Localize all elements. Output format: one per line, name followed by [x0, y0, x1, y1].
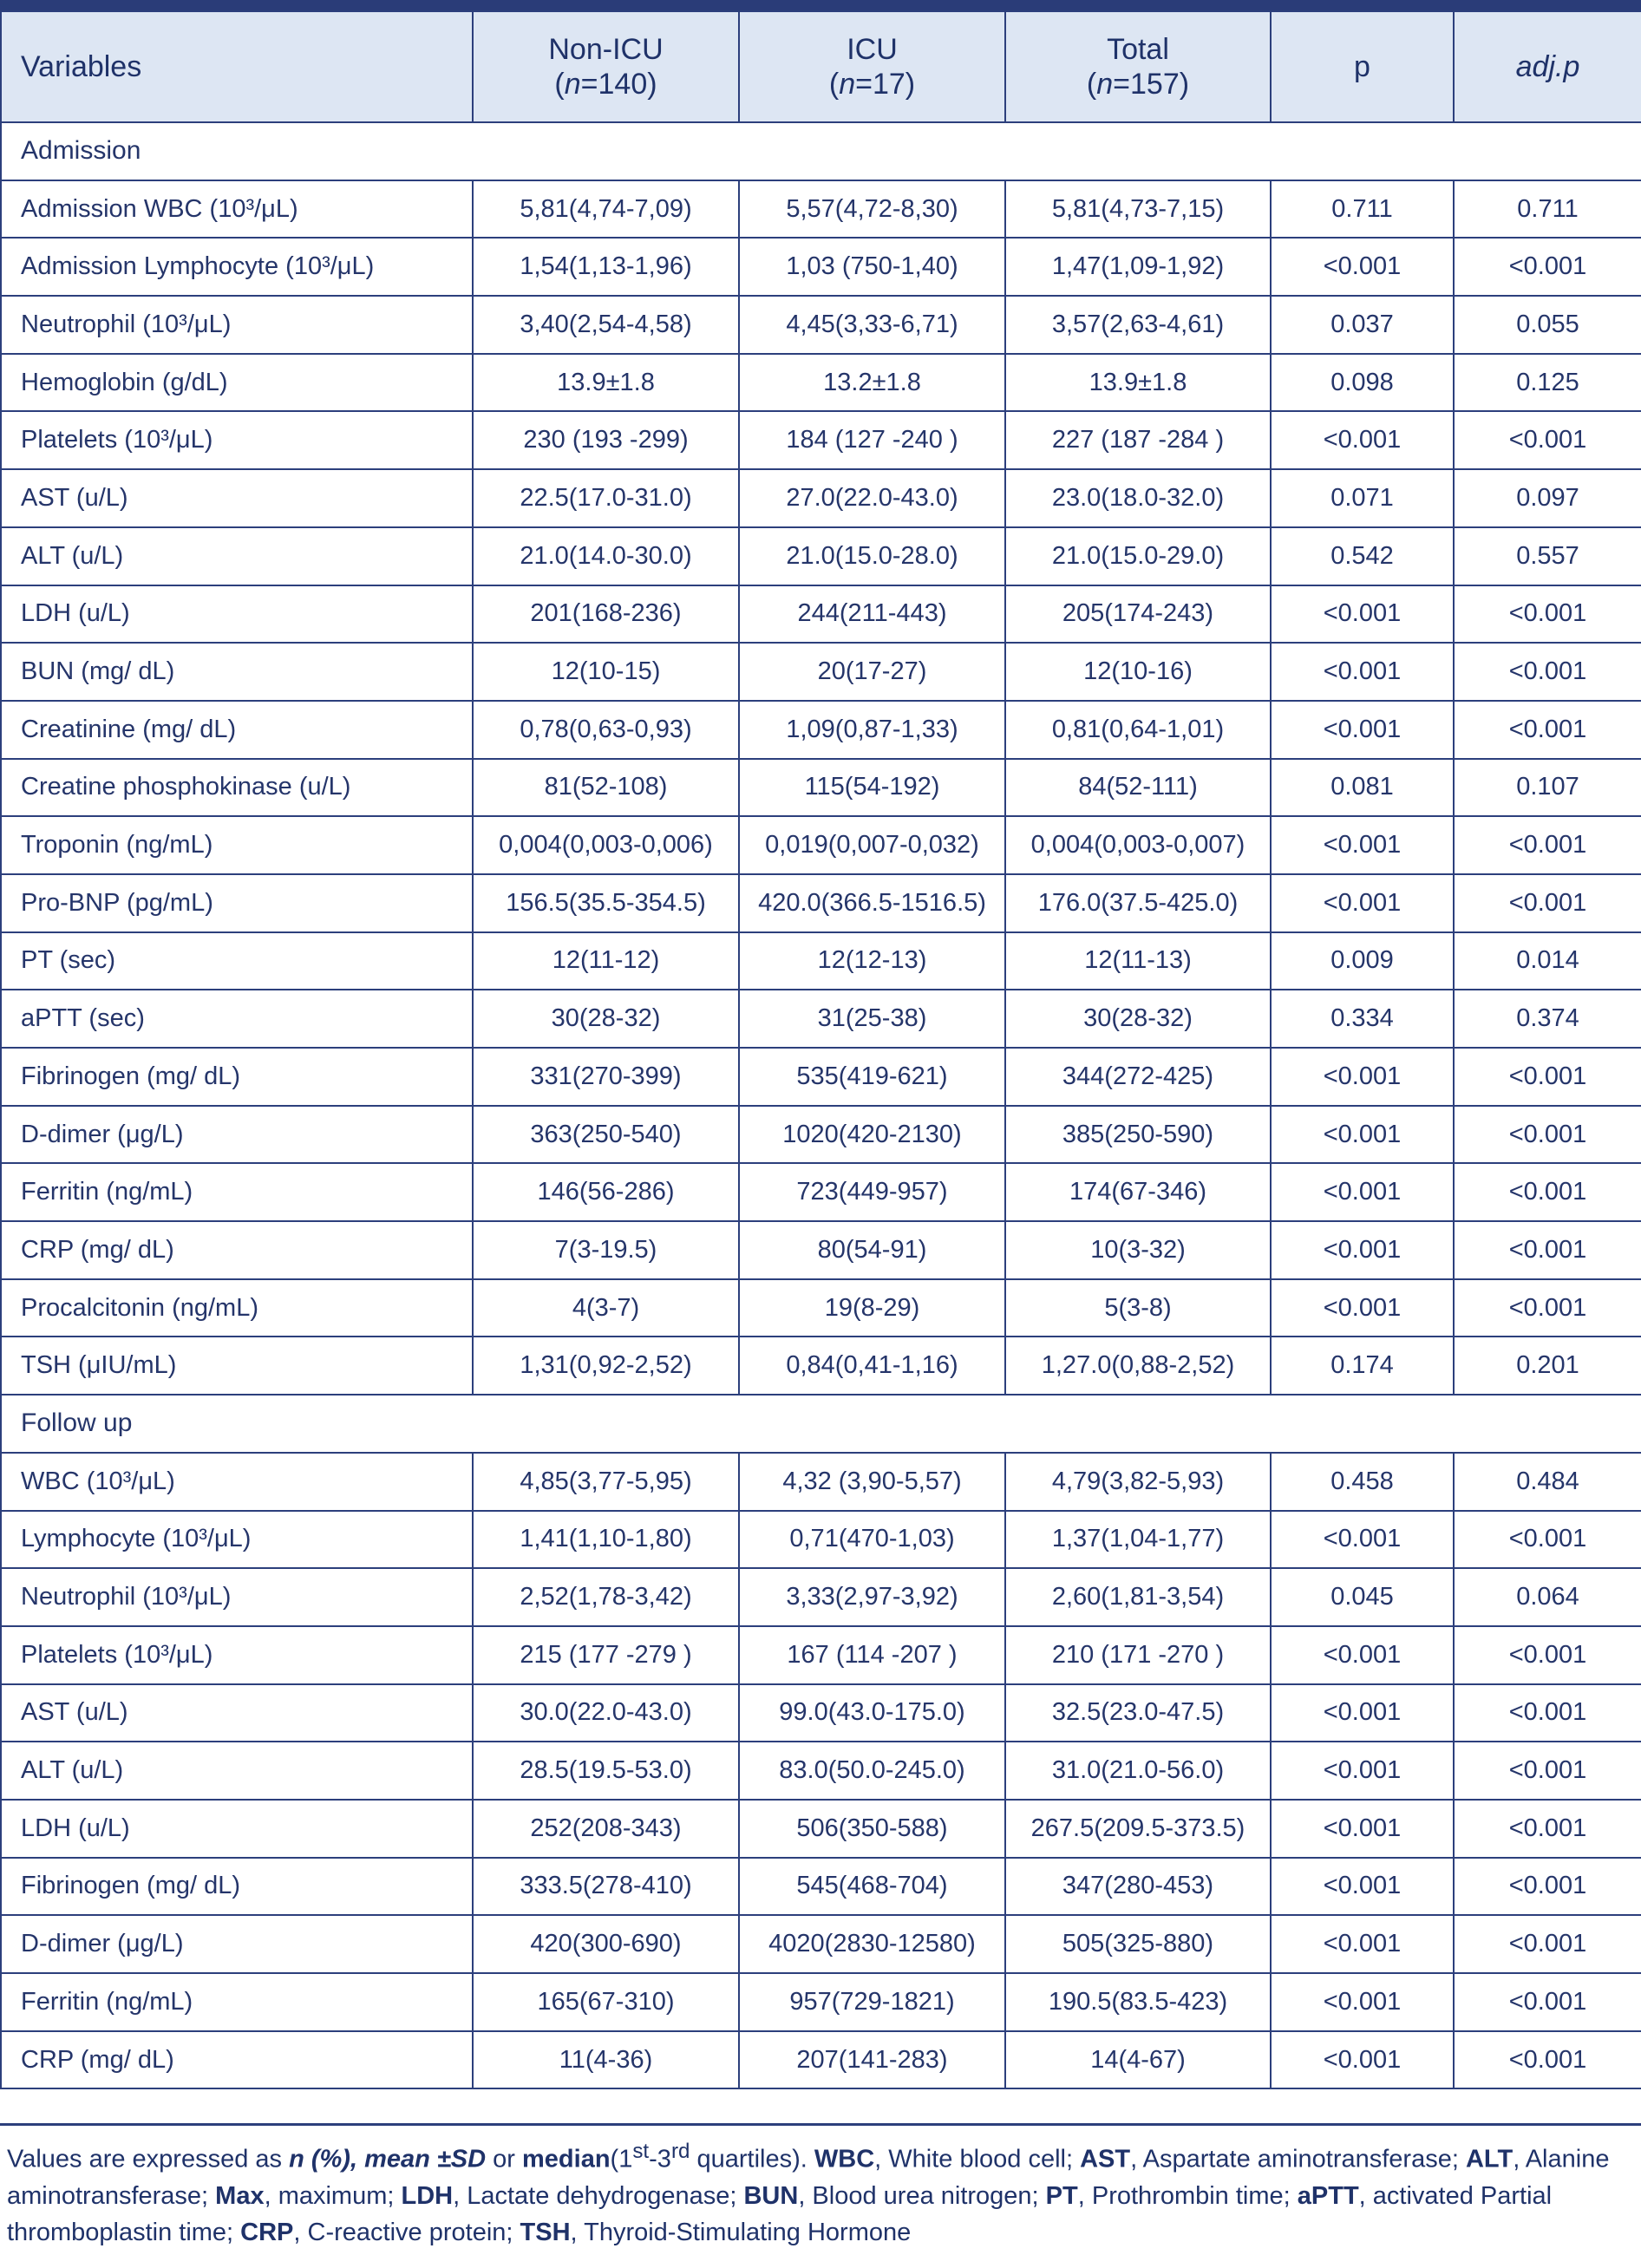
- cell-non-icu: 13.9±1.8: [473, 354, 739, 412]
- footnote-quart-close: quartiles).: [690, 2145, 814, 2173]
- cell-variable: PT (sec): [1, 932, 473, 990]
- cell-variable: AST (u/L): [1, 469, 473, 527]
- footnote-sup-st: st: [632, 2140, 650, 2163]
- cell-adj-p: <0.001: [1454, 238, 1641, 296]
- cell-non-icu: 2,52(1,78-3,42): [473, 1568, 739, 1626]
- cell-non-icu: 0,78(0,63-0,93): [473, 701, 739, 759]
- cell-adj-p: <0.001: [1454, 1626, 1641, 1684]
- cell-icu: 3,33(2,97-3,92): [739, 1568, 1005, 1626]
- cell-non-icu: 30.0(22.0-43.0): [473, 1684, 739, 1742]
- header-icu-n: (n=17): [828, 68, 916, 101]
- table-row: [1, 1163, 1641, 1221]
- cell-icu: 184 (127 -240 ): [739, 411, 1005, 469]
- cell-non-icu: 11(4-36): [473, 2031, 739, 2089]
- cell-variable: Ferritin (ng/mL): [1, 1973, 473, 2031]
- cell-total: 227 (187 -284 ): [1005, 411, 1271, 469]
- cell-icu: 506(350-588): [739, 1800, 1005, 1858]
- cell-total: 3,57(2,63-4,61): [1005, 296, 1271, 354]
- cell-adj-p: 0.374: [1454, 990, 1641, 1048]
- cell-total: 84(52-111): [1005, 759, 1271, 817]
- cell-adj-p: 0.125: [1454, 354, 1641, 412]
- cell-icu: 167 (114 -207 ): [739, 1626, 1005, 1684]
- cell-variable: Hemoglobin (g/dL): [1, 354, 473, 412]
- cell-total: 385(250-590): [1005, 1106, 1271, 1164]
- header-icu-label: ICU: [847, 33, 898, 66]
- footnote-abbr-term: PT: [1045, 2181, 1078, 2210]
- cell-variable: Fibrinogen (mg/ dL): [1, 1858, 473, 1916]
- footnote-bold-n-mean: n (%), mean ±SD: [289, 2145, 487, 2173]
- cell-adj-p: <0.001: [1454, 1279, 1641, 1337]
- table-container: [0, 10, 1641, 2089]
- cell-non-icu: 333.5(278-410): [473, 1858, 739, 1916]
- table-row: [1, 411, 1641, 469]
- cell-total: 347(280-453): [1005, 1858, 1271, 1916]
- cell-variable: aPTT (sec): [1, 990, 473, 1048]
- cell-adj-p: <0.001: [1454, 411, 1641, 469]
- cell-total: 205(174-243): [1005, 585, 1271, 644]
- cell-p: <0.001: [1271, 2031, 1454, 2089]
- cell-total: 21.0(15.0-29.0): [1005, 527, 1271, 585]
- header-non-icu-label: Non-ICU: [548, 33, 664, 66]
- footnote-abbr-definition: , White blood cell;: [874, 2145, 1081, 2173]
- cell-icu: 20(17-27): [739, 643, 1005, 701]
- cell-icu: 0,019(0,007-0,032): [739, 816, 1005, 874]
- cell-variable: CRP (mg/ dL): [1, 1221, 473, 1279]
- table-row: [1, 701, 1641, 759]
- cell-icu: 80(54-91): [739, 1221, 1005, 1279]
- cell-p: <0.001: [1271, 585, 1454, 644]
- cell-variable: Platelets (10³/μL): [1, 1626, 473, 1684]
- cell-total: 32.5(23.0-47.5): [1005, 1684, 1271, 1742]
- cell-adj-p: <0.001: [1454, 1742, 1641, 1800]
- cell-p: <0.001: [1271, 238, 1454, 296]
- cell-adj-p: <0.001: [1454, 1106, 1641, 1164]
- footnote-abbr-definition: , maximum;: [264, 2181, 402, 2210]
- header-total: [1005, 11, 1271, 122]
- section-row: [1, 1395, 1641, 1453]
- cell-variable: D-dimer (μg/L): [1, 1106, 473, 1164]
- cell-variable: TSH (μIU/mL): [1, 1337, 473, 1395]
- footnote-abbr-term: BUN: [743, 2181, 799, 2210]
- footnote-abbr-term: TSH: [520, 2218, 571, 2246]
- cell-icu: 1,09(0,87-1,33): [739, 701, 1005, 759]
- cell-total: 23.0(18.0-32.0): [1005, 469, 1271, 527]
- cell-p: <0.001: [1271, 1742, 1454, 1800]
- section-row: [1, 122, 1641, 180]
- footnote-abbr-definition: , Alanine aminotransferase;: [7, 2145, 1610, 2210]
- cell-total: 210 (171 -270 ): [1005, 1626, 1271, 1684]
- table-row: [1, 816, 1641, 874]
- cell-total: 1,47(1,09-1,92): [1005, 238, 1271, 296]
- cell-non-icu: 5,81(4,74-7,09): [473, 180, 739, 239]
- table-row: [1, 1742, 1641, 1800]
- cell-variable: Admission Lymphocyte (10³/μL): [1, 238, 473, 296]
- cell-non-icu: 22.5(17.0-31.0): [473, 469, 739, 527]
- cell-icu: 99.0(43.0-175.0): [739, 1684, 1005, 1742]
- cell-p: 0.334: [1271, 990, 1454, 1048]
- cell-adj-p: <0.001: [1454, 585, 1641, 644]
- cell-adj-p: <0.001: [1454, 1163, 1641, 1221]
- cell-total: 30(28-32): [1005, 990, 1271, 1048]
- header-icu: [739, 11, 1005, 122]
- cell-icu: 83.0(50.0-245.0): [739, 1742, 1005, 1800]
- footnote-abbr-definition: , C-reactive protein;: [293, 2218, 520, 2246]
- cell-adj-p: 0.014: [1454, 932, 1641, 990]
- cell-icu: 31(25-38): [739, 990, 1005, 1048]
- cell-p: 0.542: [1271, 527, 1454, 585]
- cell-total: 344(272-425): [1005, 1048, 1271, 1106]
- cell-adj-p: 0.484: [1454, 1453, 1641, 1511]
- table-row: [1, 527, 1641, 585]
- footnote-abbr-definition: , Lactate dehydrogenase;: [453, 2181, 744, 2210]
- cell-non-icu: 1,54(1,13-1,96): [473, 238, 739, 296]
- cell-total: 1,37(1,04-1,77): [1005, 1511, 1271, 1569]
- footnote-quart-mid: -3: [649, 2145, 671, 2173]
- cell-p: <0.001: [1271, 1915, 1454, 1973]
- cell-icu: 207(141-283): [739, 2031, 1005, 2089]
- cell-variable: Procalcitonin (ng/mL): [1, 1279, 473, 1337]
- cell-adj-p: 0.711: [1454, 180, 1641, 239]
- cell-variable: Admission WBC (10³/μL): [1, 180, 473, 239]
- header-non-icu: [473, 11, 739, 122]
- cell-variable: LDH (u/L): [1, 1800, 473, 1858]
- footnote-sup-rd: rd: [670, 2140, 690, 2163]
- cell-variable: AST (u/L): [1, 1684, 473, 1742]
- cell-p: <0.001: [1271, 1800, 1454, 1858]
- cell-non-icu: 165(67-310): [473, 1973, 739, 2031]
- cell-adj-p: 0.064: [1454, 1568, 1641, 1626]
- cell-p: <0.001: [1271, 1626, 1454, 1684]
- cell-total: 505(325-880): [1005, 1915, 1271, 1973]
- cell-total: 174(67-346): [1005, 1163, 1271, 1221]
- cell-p: <0.001: [1271, 1858, 1454, 1916]
- lab-values-table: [0, 10, 1641, 2089]
- footnote-abbr-definition: , Blood urea nitrogen;: [798, 2181, 1046, 2210]
- cell-p: <0.001: [1271, 411, 1454, 469]
- bottom-rule: [0, 2123, 1641, 2126]
- cell-adj-p: 0.055: [1454, 296, 1641, 354]
- footnote-bold-median: median: [522, 2145, 611, 2173]
- table-row: [1, 1511, 1641, 1569]
- cell-variable: CRP (mg/ dL): [1, 2031, 473, 2089]
- cell-icu: 4,32 (3,90-5,57): [739, 1453, 1005, 1511]
- footnote-abbr-term: LDH: [401, 2181, 454, 2210]
- cell-adj-p: 0.097: [1454, 469, 1641, 527]
- cell-non-icu: 331(270-399): [473, 1048, 739, 1106]
- cell-variable: Lymphocyte (10³/μL): [1, 1511, 473, 1569]
- cell-variable: ALT (u/L): [1, 527, 473, 585]
- cell-adj-p: 0.557: [1454, 527, 1641, 585]
- cell-non-icu: 81(52-108): [473, 759, 739, 817]
- cell-variable: WBC (10³/μL): [1, 1453, 473, 1511]
- cell-adj-p: <0.001: [1454, 1511, 1641, 1569]
- cell-variable: Platelets (10³/μL): [1, 411, 473, 469]
- header-non-icu-n: (n=140): [554, 68, 657, 101]
- cell-total: 12(11-13): [1005, 932, 1271, 990]
- cell-variable: D-dimer (μg/L): [1, 1915, 473, 1973]
- cell-total: 5(3-8): [1005, 1279, 1271, 1337]
- cell-total: 1,27.0(0,88-2,52): [1005, 1337, 1271, 1395]
- cell-icu: 115(54-192): [739, 759, 1005, 817]
- cell-non-icu: 4,85(3,77-5,95): [473, 1453, 739, 1511]
- cell-variable: Creatinine (mg/ dL): [1, 701, 473, 759]
- cell-total: 0,81(0,64-1,01): [1005, 701, 1271, 759]
- table-row: [1, 1800, 1641, 1858]
- cell-icu: 27.0(22.0-43.0): [739, 469, 1005, 527]
- table-row: [1, 759, 1641, 817]
- cell-p: 0.081: [1271, 759, 1454, 817]
- cell-adj-p: 0.201: [1454, 1337, 1641, 1395]
- cell-variable: Ferritin (ng/mL): [1, 1163, 473, 1221]
- header-total-label: Total: [1107, 33, 1169, 66]
- section-title: Admission: [1, 122, 1641, 180]
- cell-p: 0.037: [1271, 296, 1454, 354]
- footnote-intro: Values are expressed as: [7, 2145, 290, 2173]
- cell-icu: 957(729-1821): [739, 1973, 1005, 2031]
- cell-variable: Fibrinogen (mg/ dL): [1, 1048, 473, 1106]
- cell-non-icu: 1,31(0,92-2,52): [473, 1337, 739, 1395]
- table-row: [1, 1858, 1641, 1916]
- table-row: [1, 1973, 1641, 2031]
- table-row: [1, 1279, 1641, 1337]
- cell-p: 0.098: [1271, 354, 1454, 412]
- cell-adj-p: <0.001: [1454, 1858, 1641, 1916]
- cell-non-icu: 12(11-12): [473, 932, 739, 990]
- cell-adj-p: <0.001: [1454, 1684, 1641, 1742]
- cell-adj-p: <0.001: [1454, 701, 1641, 759]
- table-row: [1, 585, 1641, 644]
- cell-icu: 4020(2830-12580): [739, 1915, 1005, 1973]
- footnote-abbr-term: ALT: [1465, 2145, 1514, 2173]
- cell-adj-p: <0.001: [1454, 874, 1641, 932]
- cell-adj-p: <0.001: [1454, 1800, 1641, 1858]
- cell-non-icu: 146(56-286): [473, 1163, 739, 1221]
- cell-total: 4,79(3,82-5,93): [1005, 1453, 1271, 1511]
- cell-icu: 723(449-957): [739, 1163, 1005, 1221]
- cell-total: 190.5(83.5-423): [1005, 1973, 1271, 2031]
- cell-non-icu: 252(208-343): [473, 1800, 739, 1858]
- cell-p: 0.458: [1271, 1453, 1454, 1511]
- cell-total: 2,60(1,81-3,54): [1005, 1568, 1271, 1626]
- cell-p: <0.001: [1271, 701, 1454, 759]
- cell-adj-p: <0.001: [1454, 643, 1641, 701]
- table-row: [1, 238, 1641, 296]
- header-row: [1, 11, 1641, 122]
- cell-total: 267.5(209.5-373.5): [1005, 1800, 1271, 1858]
- cell-p: <0.001: [1271, 1221, 1454, 1279]
- cell-non-icu: 230 (193 -299): [473, 411, 739, 469]
- cell-non-icu: 3,40(2,54-4,58): [473, 296, 739, 354]
- cell-p: <0.001: [1271, 1684, 1454, 1742]
- cell-non-icu: 30(28-32): [473, 990, 739, 1048]
- table-row: [1, 1626, 1641, 1684]
- cell-variable: Creatine phosphokinase (u/L): [1, 759, 473, 817]
- table-row: [1, 1221, 1641, 1279]
- footnote-or: or: [486, 2145, 523, 2173]
- cell-variable: BUN (mg/ dL): [1, 643, 473, 701]
- cell-icu: 4,45(3,33-6,71): [739, 296, 1005, 354]
- cell-variable: Neutrophil (10³/μL): [1, 1568, 473, 1626]
- footnote-abbr-term: WBC: [814, 2145, 875, 2173]
- cell-p: <0.001: [1271, 643, 1454, 701]
- cell-non-icu: 215 (177 -279 ): [473, 1626, 739, 1684]
- table-row: [1, 874, 1641, 932]
- cell-adj-p: <0.001: [1454, 2031, 1641, 2089]
- cell-variable: Troponin (ng/mL): [1, 816, 473, 874]
- cell-adj-p: <0.001: [1454, 1221, 1641, 1279]
- cell-icu: 1020(420-2130): [739, 1106, 1005, 1164]
- cell-non-icu: 420(300-690): [473, 1915, 739, 1973]
- cell-total: 176.0(37.5-425.0): [1005, 874, 1271, 932]
- header-variables: Variables: [1, 11, 473, 122]
- cell-p: <0.001: [1271, 874, 1454, 932]
- table-row: [1, 1684, 1641, 1742]
- footnote-quart-open: (1: [610, 2145, 633, 2173]
- cell-non-icu: 201(168-236): [473, 585, 739, 644]
- cell-icu: 0,84(0,41-1,16): [739, 1337, 1005, 1395]
- header-adj-p: adj.p: [1454, 11, 1641, 122]
- cell-icu: 1,03 (750-1,40): [739, 238, 1005, 296]
- header-total-n: (n=157): [1086, 68, 1190, 101]
- cell-adj-p: 0.107: [1454, 759, 1641, 817]
- cell-adj-p: <0.001: [1454, 1915, 1641, 1973]
- footnote-abbr-definition: , activated Partial thromboplastin time;: [7, 2181, 1553, 2246]
- cell-icu: 0,71(470-1,03): [739, 1511, 1005, 1569]
- footnote-abbr-term: aPTT: [1297, 2181, 1359, 2210]
- table-row: [1, 469, 1641, 527]
- cell-icu: 420.0(366.5-1516.5): [739, 874, 1005, 932]
- cell-p: <0.001: [1271, 1163, 1454, 1221]
- table-row: [1, 354, 1641, 412]
- cell-total: 14(4-67): [1005, 2031, 1271, 2089]
- cell-icu: 21.0(15.0-28.0): [739, 527, 1005, 585]
- cell-total: 10(3-32): [1005, 1221, 1271, 1279]
- cell-non-icu: 28.5(19.5-53.0): [473, 1742, 739, 1800]
- cell-p: <0.001: [1271, 1973, 1454, 2031]
- cell-adj-p: <0.001: [1454, 816, 1641, 874]
- table-row: [1, 1337, 1641, 1395]
- table-row: [1, 1106, 1641, 1164]
- cell-non-icu: 21.0(14.0-30.0): [473, 527, 739, 585]
- cell-p: <0.001: [1271, 1511, 1454, 1569]
- cell-non-icu: 363(250-540): [473, 1106, 739, 1164]
- cell-total: 5,81(4,73-7,15): [1005, 180, 1271, 239]
- cell-p: <0.001: [1271, 816, 1454, 874]
- cell-icu: 12(12-13): [739, 932, 1005, 990]
- cell-total: 0,004(0,003-0,007): [1005, 816, 1271, 874]
- cell-variable: Pro-BNP (pg/mL): [1, 874, 473, 932]
- table-row: [1, 1453, 1641, 1511]
- footnote-abbr-term: CRP: [240, 2218, 294, 2246]
- footnote-abbr-definition: , Thyroid-Stimulating Hormone: [570, 2218, 912, 2246]
- table-row: [1, 180, 1641, 239]
- cell-variable: ALT (u/L): [1, 1742, 473, 1800]
- cell-p: <0.001: [1271, 1106, 1454, 1164]
- cell-icu: 535(419-621): [739, 1048, 1005, 1106]
- cell-adj-p: <0.001: [1454, 1048, 1641, 1106]
- cell-total: 12(10-16): [1005, 643, 1271, 701]
- footnote-abbr-definition: , Prothrombin time;: [1077, 2181, 1298, 2210]
- table-row: [1, 1048, 1641, 1106]
- table-row: [1, 643, 1641, 701]
- table-row: [1, 2031, 1641, 2089]
- cell-non-icu: 12(10-15): [473, 643, 739, 701]
- cell-non-icu: 7(3-19.5): [473, 1221, 739, 1279]
- table-row: [1, 990, 1641, 1048]
- cell-p: 0.174: [1271, 1337, 1454, 1395]
- cell-p: <0.001: [1271, 1279, 1454, 1337]
- cell-adj-p: <0.001: [1454, 1973, 1641, 2031]
- cell-icu: 545(468-704): [739, 1858, 1005, 1916]
- cell-icu: 19(8-29): [739, 1279, 1005, 1337]
- cell-non-icu: 156.5(35.5-354.5): [473, 874, 739, 932]
- cell-p: 0.071: [1271, 469, 1454, 527]
- table-body: [1, 122, 1641, 2088]
- cell-p: <0.001: [1271, 1048, 1454, 1106]
- cell-icu: 5,57(4,72-8,30): [739, 180, 1005, 239]
- cell-total: 13.9±1.8: [1005, 354, 1271, 412]
- cell-p: 0.045: [1271, 1568, 1454, 1626]
- table-footnote: [7, 2134, 1629, 2251]
- footnote-abbr-term: Max: [215, 2181, 265, 2210]
- cell-icu: 244(211-443): [739, 585, 1005, 644]
- cell-p: 0.009: [1271, 932, 1454, 990]
- section-title: Follow up: [1, 1395, 1641, 1453]
- cell-non-icu: 0,004(0,003-0,006): [473, 816, 739, 874]
- cell-p: 0.711: [1271, 180, 1454, 239]
- cell-variable: LDH (u/L): [1, 585, 473, 644]
- cell-icu: 13.2±1.8: [739, 354, 1005, 412]
- table-row: [1, 932, 1641, 990]
- table-row: [1, 1915, 1641, 1973]
- table-row: [1, 296, 1641, 354]
- footnote-abbr-definition: , Aspartate aminotransferase;: [1130, 2145, 1466, 2173]
- header-p: p: [1271, 11, 1454, 122]
- footnote-abbr-term: AST: [1080, 2145, 1131, 2173]
- top-rule: [0, 0, 1641, 10]
- cell-variable: Neutrophil (10³/μL): [1, 296, 473, 354]
- cell-total: 31.0(21.0-56.0): [1005, 1742, 1271, 1800]
- table-row: [1, 1568, 1641, 1626]
- cell-non-icu: 1,41(1,10-1,80): [473, 1511, 739, 1569]
- cell-non-icu: 4(3-7): [473, 1279, 739, 1337]
